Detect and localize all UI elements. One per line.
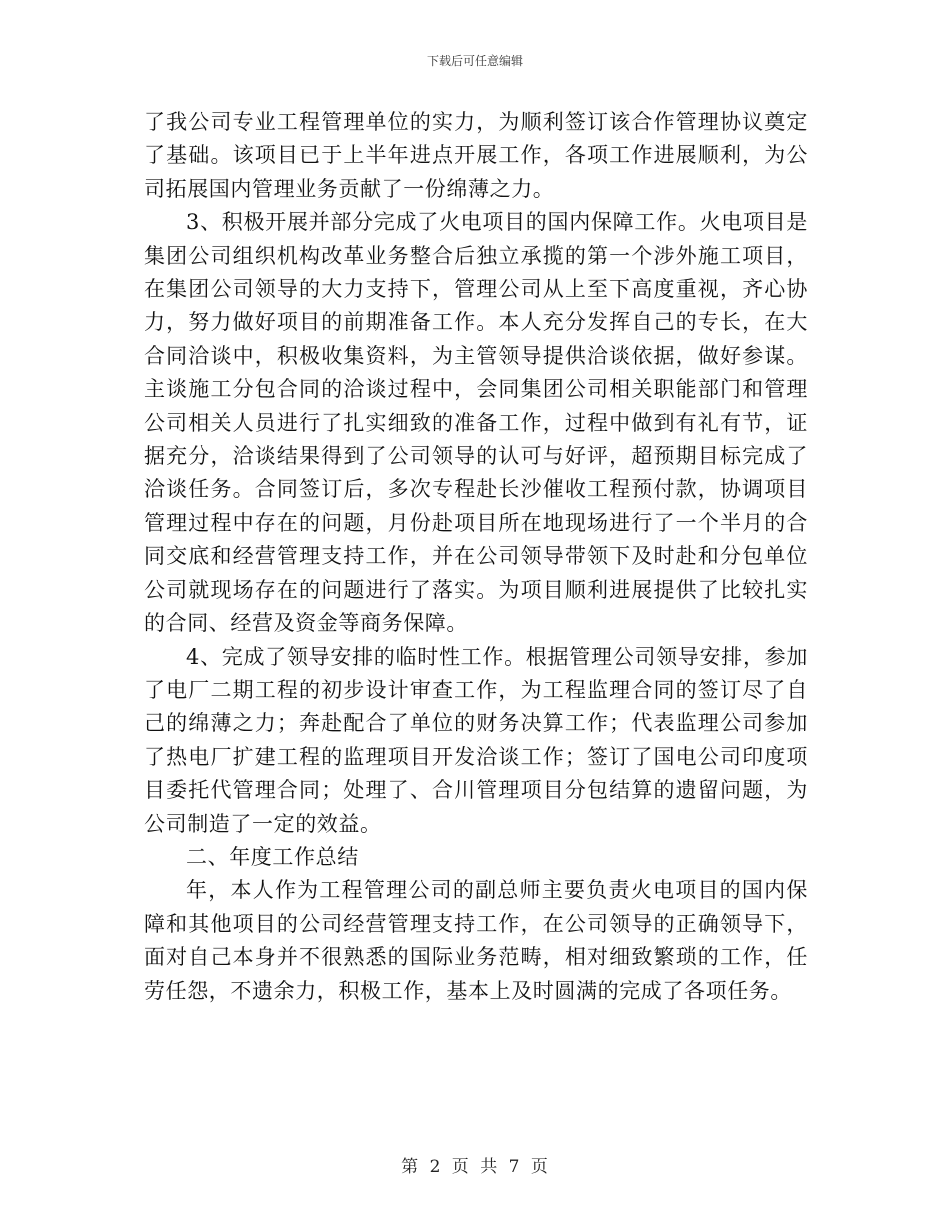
section-heading: 二、年度工作总结 xyxy=(186,844,359,869)
document-body xyxy=(144,106,808,1008)
page-number-footer: 第 2 页 共 7 页 xyxy=(401,1157,549,1177)
paragraph-item-4: 4、完成了领导安排的临时性工作。根据管理公司领导安排，参加了电厂二期工程的初步设计审查工作，为工程监理合同的签订尽了自己的绵薄之力；奔赴配合了单位的财务决算工作；代表监理公司参加了热电厂扩建工程的监理项目开发洽谈工作；签订了国电公司印度项目委托代管理合同；处理了、合川管理项目分包结算的遗留问题，为公司制造了一定的效益。 xyxy=(144,644,808,836)
header-note: 下载后可任意编辑 xyxy=(426,54,523,68)
paragraph-summary: 年，本人作为工程管理公司的副总师主要负责火电项目的国内保障和其他项目的公司经营管理支持工作，在公司领导的正确领导下，面对自己本身并不很熟悉的国际业务范畴，相对细致繁琐的工作，任劳任怨，不遗余力，积极工作，基本上及时圆满的完成了各项任务。 xyxy=(144,878,808,1003)
paragraph-item-3: 3、积极开展并部分完成了火电项目的国内保障工作。火电项目是集团公司组织机构改革业务整合后独立承揽的第一个涉外施工项目，在集团公司领导的大力支持下，管理公司从上至下高度重视，齐心协力，努力做好项目的前期准备工作。本人充分发挥自己的专长，在大合同洽谈中，积极收集资料，为主管领导提供洽谈依据，做好参谋。主谈施工分包合同的洽谈过程中，会同集团公司相关职能部门和管理公司相关人员进行了扎实细致的准备工作，过程中做到有礼有节，证据充分，洽谈结果得到了公司领导的认可与好评，超预期目标完成了洽谈任务。合同签订后，多次专程赴长沙催收工程预付款，协调项目管理过程中存在的问题，月份赴项目所在地现场进行了一个半月的合同交底和经营管理支持工作，并在公司领导带领下及时赴和分包单位公司就现场存在的问题进行了落实。为项目顺利进展提供了比较扎实的合同、经营及资金等商务保障。 xyxy=(144,210,808,636)
paragraph-continuation: 了我公司专业工程管理单位的实力，为顺利签订该合作管理协议奠定了基础。该项目已于上半年进点开展工作，各项工作进展顺利，为公司拓展国内管理业务贡献了一份绵薄之力。 xyxy=(144,110,808,201)
